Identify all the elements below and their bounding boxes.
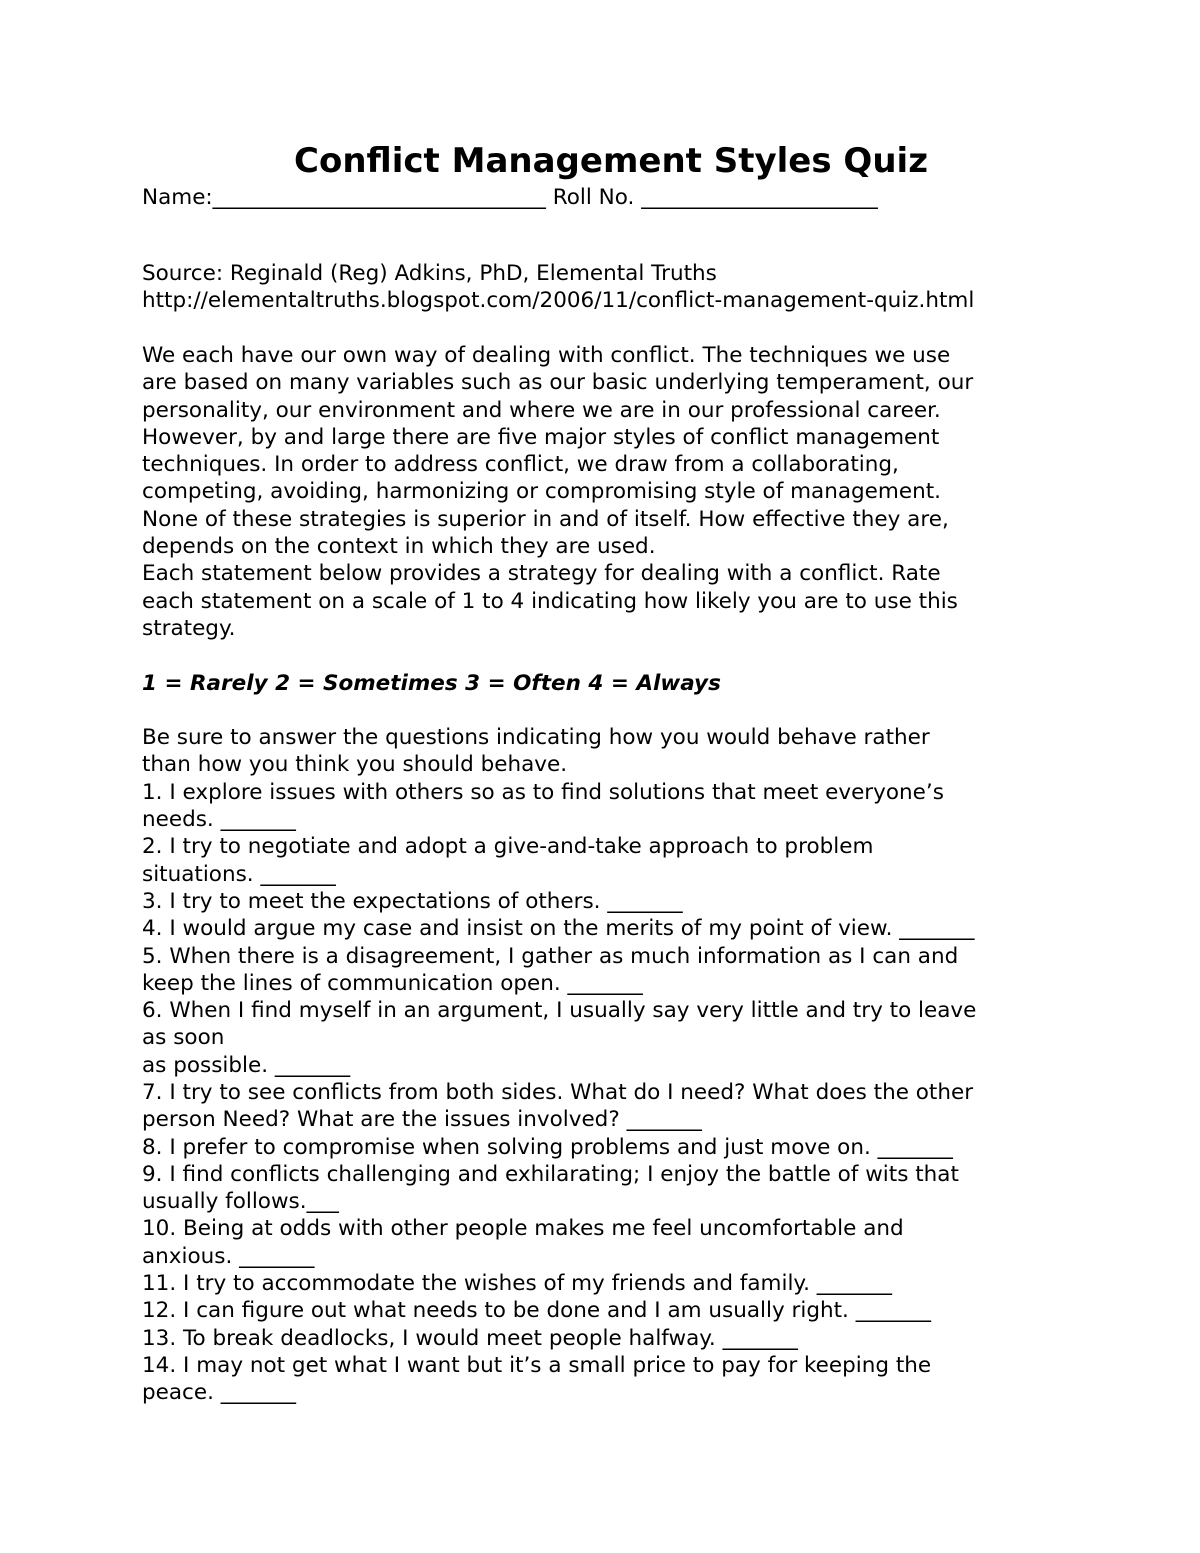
spacer — [142, 315, 1072, 342]
page-title: Conflict Management Styles Quiz — [294, 141, 928, 181]
intro-line: competing, avoiding, harmonizing or compromising style of management. — [142, 479, 941, 505]
question-line: as soon — [142, 1025, 225, 1051]
intro-line: strategy. — [142, 615, 236, 641]
document-page — [142, 138, 1072, 1407]
intro-paragraph — [142, 342, 1072, 642]
spacer — [142, 233, 1072, 260]
question-line: 5. When there is a disagreement, I gather as much information as I can and — [142, 943, 959, 969]
question-line: 14. I may not get what I want but it’s a small price to pay for keeping the — [142, 1352, 932, 1378]
intro-line: Each statement below provides a strategy for dealing with a conflict. Rate — [142, 561, 941, 587]
question-line: 13. To break deadlocks, I would meet people halfway. _______ — [142, 1325, 798, 1351]
intro-line: None of these strategies is superior in and of itself. How effective they are, — [142, 506, 949, 532]
question-line: keep the lines of communication open. _______ — [142, 970, 643, 996]
instruction-line: Be sure to answer the questions indicating how you would behave rather — [142, 725, 930, 751]
rating-scale: 1 = Rarely 2 = Sometimes 3 = Often 4 = Always — [142, 670, 721, 696]
question-line: 7. I try to see conflicts from both sides. What do I need? What does the other — [142, 1080, 974, 1105]
question-line: 9. I find conflicts challenging and exhilarating; I enjoy the battle of wits that — [142, 1161, 959, 1187]
question-line: 2. I try to negotiate and adopt a give-and-take approach to problem — [142, 834, 874, 860]
question-line: as possible. _______ — [142, 1052, 351, 1078]
question-line: 1. I explore issues with others so as to find solutions that meet everyone’s — [142, 779, 944, 805]
intro-line: depends on the context in which they are used. — [142, 534, 656, 560]
question-line: 11. I try to accommodate the wishes of my friends and family. _______ — [142, 1271, 893, 1297]
instructions — [142, 724, 1072, 779]
question-line: peace. _______ — [142, 1380, 297, 1406]
question-line: 6. When I find myself in an argument, I usually say very little and try to leave — [142, 998, 977, 1024]
question-line: 8. I prefer to compromise when solving problems and just move on. _______ — [142, 1134, 953, 1160]
intro-line: personality, our environment and where we are in our professional career. — [142, 397, 941, 423]
name-roll-line: Name:_______________________________ Roll No. ______________________ — [142, 185, 878, 210]
question-line: person Need? What are the issues involved? _______ — [142, 1107, 702, 1133]
intro-line: However, by and large there are five major styles of conflict management — [142, 424, 940, 450]
question-line: situations. _______ — [142, 861, 336, 887]
spacer — [142, 642, 1072, 669]
intro-line: We each have our own way of dealing with conflict. The techniques we use — [142, 342, 951, 368]
spacer — [142, 697, 1072, 724]
question-line: 12. I can figure out what needs to be done and I am usually right. _______ — [142, 1298, 931, 1324]
question-line: 3. I try to meet the expectations of others. _______ — [142, 888, 683, 914]
source-line: Source: Reginald (Reg) Adkins, PhD, Elemental Truths — [142, 261, 717, 287]
instruction-line: than how you think you should behave. — [142, 752, 568, 778]
question-line: usually follows.___ — [142, 1189, 339, 1215]
source-url: http://elementaltruths.blogspot.com/2006/11/conflict-management-quiz.html — [142, 288, 975, 314]
question-list — [142, 779, 1072, 1407]
question-line: needs. _______ — [142, 807, 296, 833]
question-line: anxious. _______ — [142, 1243, 315, 1269]
intro-line: each statement on a scale of 1 to 4 indicating how likely you are to use this — [142, 588, 958, 614]
question-line: 10. Being at odds with other people makes me feel uncomfortable and — [142, 1216, 904, 1242]
intro-line: techniques. In order to address conflict, we draw from a collaborating, — [142, 452, 899, 478]
intro-line: are based on many variables such as our basic underlying temperament, our — [142, 370, 974, 396]
question-line: 4. I would argue my case and insist on the merits of my point of view. _______ — [142, 916, 975, 942]
